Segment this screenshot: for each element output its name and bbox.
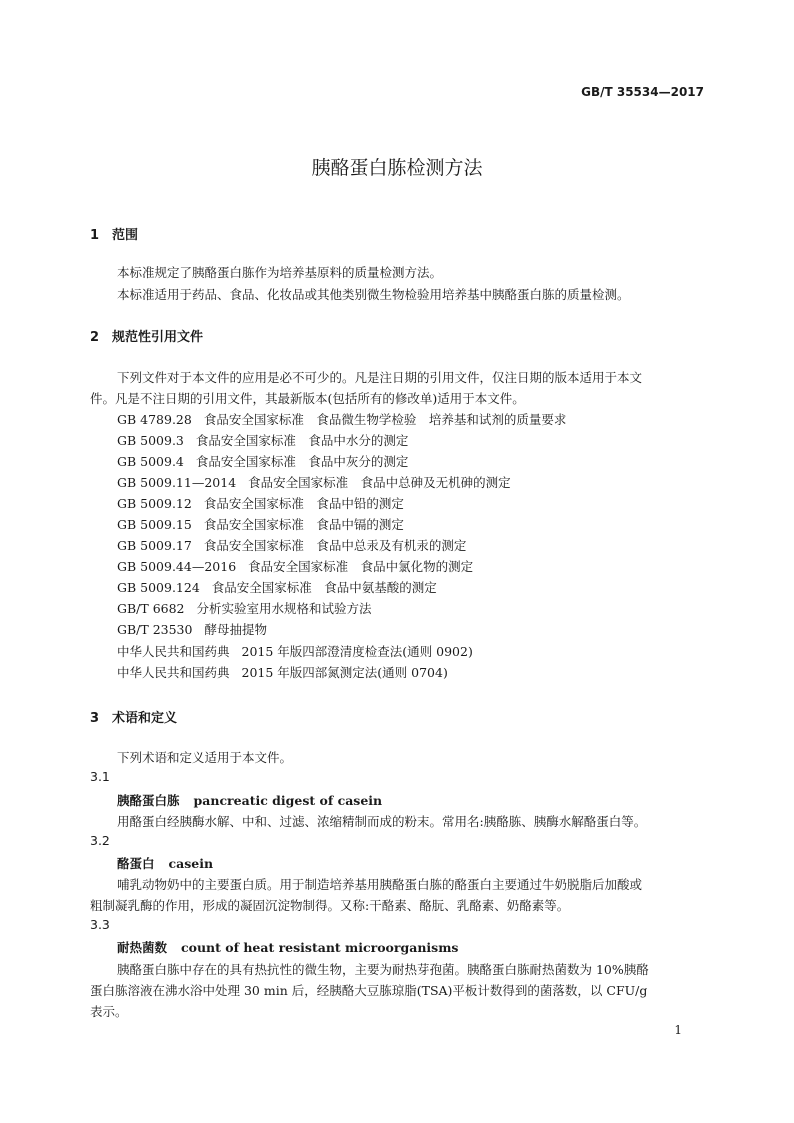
term-heading — [117, 938, 458, 956]
reference-item — [117, 452, 408, 470]
standard-number: GB/T 35534—2017 — [581, 85, 704, 99]
section-number: 1 — [90, 228, 100, 243]
section-heading-normative-references — [90, 326, 203, 345]
reference-item — [117, 599, 372, 617]
section-title: 术语和定义 — [112, 711, 178, 726]
section-number: 2 — [90, 330, 100, 345]
reference-code: GB 5009.124 — [117, 580, 200, 595]
reference-item — [117, 620, 267, 638]
term-definition: 哺乳动物奶中的主要蛋白质。用于制造培养基用胰酪蛋白胨的酪蛋白主要通过牛奶脱脂后加酸或 — [117, 877, 643, 892]
reference-item — [117, 557, 473, 575]
term-en: count of heat resistant microorganisms — [181, 940, 459, 955]
term-definition: 粗制凝乳酶的作用，形成的凝固沉淀物制得。又称:干酪素、酪朊、乳酪素、奶酪素等。 — [90, 898, 570, 913]
reference-title: 食品安全国家标准 食品中总砷及无机砷的测定 — [248, 475, 511, 490]
reference-title: 食品安全国家标准 食品中氨基酸的测定 — [211, 580, 437, 595]
page-number: 1 — [674, 1023, 682, 1037]
term-number: 3.3 — [90, 917, 110, 932]
term-definition: 蛋白胨溶液在沸水浴中处理 30 min 后，经胰酪大豆胨琼脂(TSA)平板计数得到的菌落数，以 CFU/g — [90, 983, 648, 998]
reference-item — [117, 642, 473, 660]
term-number: 3.1 — [90, 769, 110, 784]
term-number: 3.2 — [90, 833, 110, 848]
paragraph: 本标准规定了胰酪蛋白胨作为培养基原料的质量检测方法。 — [117, 265, 443, 280]
reference-title: 2015 年版四部氮测定法(通则 0704) — [241, 665, 448, 680]
reference-title: 2015 年版四部澄清度检查法(通则 0902) — [241, 644, 473, 659]
paragraph: 下列术语和定义适用于本文件。 — [117, 750, 293, 765]
reference-title: 食品安全国家标准 食品中铅的测定 — [203, 496, 404, 511]
section-title: 规范性引用文件 — [112, 330, 204, 345]
reference-item — [117, 431, 408, 449]
reference-title: 食品安全国家标准 食品中灰分的测定 — [195, 454, 409, 469]
term-en: pancreatic digest of casein — [193, 793, 383, 808]
reference-item — [117, 494, 404, 512]
paragraph: 本标准适用于药品、食品、化妆品或其他类别微生物检验用培养基中胰酪蛋白胨的质量检测。 — [117, 287, 630, 302]
reference-item — [117, 578, 437, 596]
reference-item — [117, 663, 448, 681]
term-en: casein — [168, 856, 214, 871]
reference-item — [117, 473, 511, 491]
reference-item — [117, 536, 466, 554]
paragraph: 下列文件对于本文件的应用是必不可少的。凡是注日期的引用文件，仅注日期的版本适用于本文 — [117, 370, 643, 385]
reference-code: GB/T 23530 — [117, 622, 193, 637]
term-zh: 胰酪蛋白胨 — [117, 793, 180, 808]
reference-code: 中华人民共和国药典 — [117, 665, 230, 680]
reference-item — [117, 410, 566, 428]
reference-code: GB 5009.44—2016 — [117, 559, 237, 574]
reference-code: GB/T 6682 — [117, 601, 185, 616]
term-definition: 表示。 — [90, 1004, 128, 1019]
paragraph: 件。凡是不注日期的引用文件，其最新版本(包括所有的修改单)适用于本文件。 — [90, 391, 525, 406]
reference-item — [117, 515, 404, 533]
reference-code: 中华人民共和国药典 — [117, 644, 230, 659]
reference-title: 食品安全国家标准 食品微生物学检验 培养基和试剂的质量要求 — [203, 412, 567, 427]
reference-code: GB 5009.15 — [117, 517, 192, 532]
reference-code: GB 4789.28 — [117, 412, 192, 427]
reference-title: 食品安全国家标准 食品中镉的测定 — [203, 517, 404, 532]
term-heading — [117, 791, 382, 809]
section-title: 范围 — [112, 228, 139, 243]
page-title: 胰酪蛋白胨检测方法 — [311, 157, 483, 179]
reference-title: 食品安全国家标准 食品中氯化物的测定 — [248, 559, 474, 574]
reference-title: 食品安全国家标准 食品中水分的测定 — [195, 433, 409, 448]
term-definition: 用酪蛋白经胰酶水解、中和、过滤、浓缩精制而成的粉末。常用名:胰酪胨、胰酶水解酪蛋白等。 — [117, 814, 647, 829]
reference-code: GB 5009.3 — [117, 433, 184, 448]
section-heading-terms — [90, 707, 177, 726]
section-number: 3 — [90, 711, 100, 726]
reference-title: 食品安全国家标准 食品中总汞及有机汞的测定 — [203, 538, 467, 553]
term-definition: 胰酪蛋白胨中存在的具有热抗性的微生物，主要为耐热芽孢菌。胰酪蛋白胨耐热菌数为 10%胰酪 — [117, 962, 649, 977]
reference-code: GB 5009.11—2014 — [117, 475, 237, 490]
term-zh: 酪蛋白 — [117, 856, 155, 871]
term-zh: 耐热菌数 — [117, 940, 168, 955]
reference-title: 分析实验室用水规格和试验方法 — [196, 601, 372, 616]
reference-code: GB 5009.17 — [117, 538, 192, 553]
term-heading — [117, 854, 213, 872]
reference-title: 酵母抽提物 — [204, 622, 267, 637]
section-heading-scope — [90, 224, 138, 243]
reference-code: GB 5009.12 — [117, 496, 192, 511]
reference-code: GB 5009.4 — [117, 454, 184, 469]
